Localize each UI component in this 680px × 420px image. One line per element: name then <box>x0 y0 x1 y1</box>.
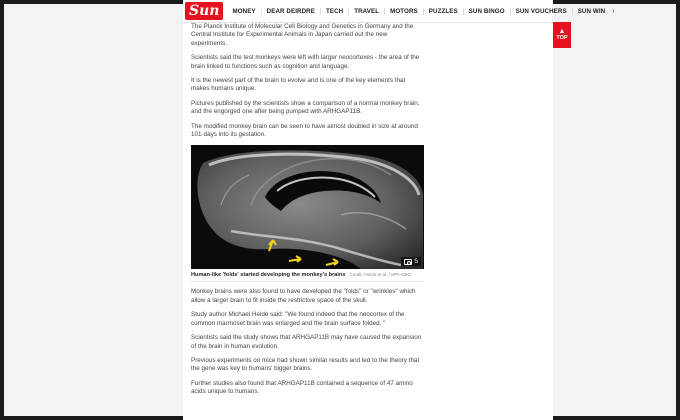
image-credit: Credit: Heide et al. / MPI-CBG <box>349 272 411 278</box>
nav-item-dear-deirdre[interactable]: DEAR DEIRDRE <box>262 8 321 15</box>
article-body-continued <box>191 288 424 396</box>
article-paragraph: The Planck Institute of Molecular Cell Biology and Genetics in Germany and the Central Institute for Experimental Animals in Japan carried out the new experiments. <box>191 23 414 47</box>
article-paragraph: Study author Michael Heide said: "We found indeed that the neocortex of the common marmoset brain was enlarged and the brain surface folded. " <box>191 311 405 327</box>
sun-logo[interactable]: Sun <box>185 2 223 20</box>
nav-item-sun-win[interactable]: SUN WIN <box>577 7 606 15</box>
arrow-up-icon: ▲ <box>558 28 566 35</box>
figure-caption <box>191 272 424 282</box>
article-paragraph: It is the newest part of the brain to evolve and is one of the key elements that makes humans unique. <box>191 77 406 93</box>
back-to-top-button[interactable] <box>553 22 571 48</box>
gallery-count: 5 <box>414 258 418 266</box>
nav-item-money[interactable]: MONEY <box>227 8 261 15</box>
brain-scan-image[interactable] <box>191 145 424 269</box>
caption-text: Human-like 'folds' started developing the monkey's brains <box>191 272 346 279</box>
nav-item-sun-bingo[interactable]: SUN BINGO <box>464 8 511 15</box>
article-body <box>191 23 424 403</box>
article-paragraph: Monkey brains were also found to have developed the "folds" or "wrinkles" which allow a larger brain to fit inside the restrictive space of the skull. <box>191 288 416 304</box>
article-paragraph: The modified monkey brain can be seen to have almost doubled in size at around 101-days into its gestation. <box>191 122 418 139</box>
article-paragraph: Pictures published by the scientists show a comparison of a normal monkey brain, and the engorged one after being pumped with ARHGAP11B. <box>191 99 420 116</box>
gallery-badge[interactable] <box>401 257 421 266</box>
nav-item-travel[interactable]: TRAVEL <box>349 8 385 15</box>
nav-links <box>227 8 610 15</box>
brain-scan-graphic <box>191 145 424 269</box>
article-paragraph: Previous experiments on mice had shown similar results and led to the theory that the gene was key to humans' bigger brains. <box>191 356 420 373</box>
camera-icon <box>404 259 412 265</box>
back-to-top-label: TOP <box>556 35 568 41</box>
nav-item-sun-vouchers[interactable]: SUN VOUCHERS <box>511 8 573 15</box>
chevron-right-icon[interactable]: › <box>612 7 615 15</box>
article-paragraph: Further studies also found that ARHGAP11B contained a sequence of 47 amino acids unique to humans. <box>191 379 413 396</box>
article-paragraph: Scientists said the test monkeys were left with larger neocortexes - the area of the brain linked to functions such as cognition and language. <box>191 54 420 70</box>
top-navigation <box>183 0 615 23</box>
article-paragraph: Scientists said the study shows that ARHGAP11B may have caused the expansion of the brain in human evolution. <box>191 334 422 350</box>
nav-item-tech[interactable]: TECH <box>321 8 349 15</box>
nav-item-motors[interactable]: MOTORS <box>385 8 424 15</box>
nav-item-puzzles[interactable]: PUZZLES <box>424 8 464 15</box>
